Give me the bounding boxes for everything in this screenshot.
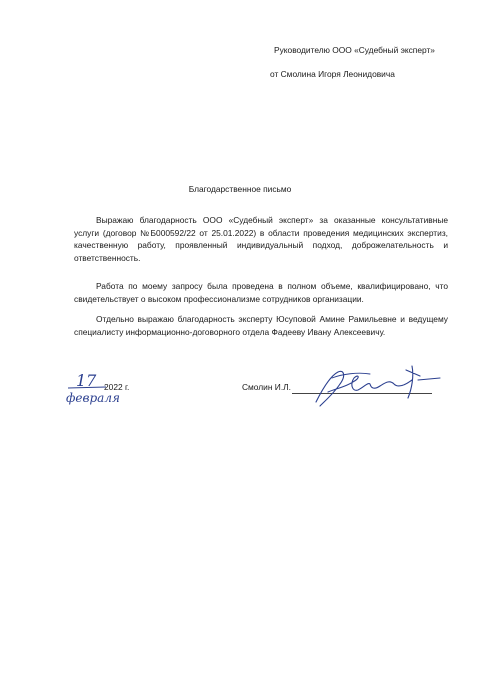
addressee-recipient: Руководителю ООО «Судебный эксперт» <box>274 45 435 55</box>
paragraph-work-quality: Работа по моему запросу была проведена в полном объеме, квалифицировано, что свидетельствует о высоком профессионализме сотрудников организации. <box>74 281 448 304</box>
handwritten-month: февраля <box>66 391 120 405</box>
signature-icon <box>308 362 448 414</box>
document-title: Благодарственное письмо <box>188 184 292 194</box>
addressee-sender: от Смолина Игоря Леонидовича <box>270 69 395 79</box>
handwritten-day: 17 <box>76 371 97 390</box>
paragraph-gratitude: Выражаю благодарность ООО «Судебный эксперт» за оказанные консультативные услуги (договор №Б000592/22 от 25.01.2022) в области проведения медицинских экспертиз, качественную работу, проявленный индивидуальный подход, доброжелательность и ответственность. <box>74 215 448 263</box>
signature-block <box>60 368 460 418</box>
paragraph-special-thanks: Отдельно выражаю благодарность эксперту Юсуповой Амине Рамильевне и ведущему специалисту информационно-договорного отдела Фадееву Ивану Алексеевичу. <box>74 314 448 337</box>
date-year: 2022 г. <box>104 382 130 392</box>
signer-name: Смолин И.Л. <box>242 382 291 392</box>
